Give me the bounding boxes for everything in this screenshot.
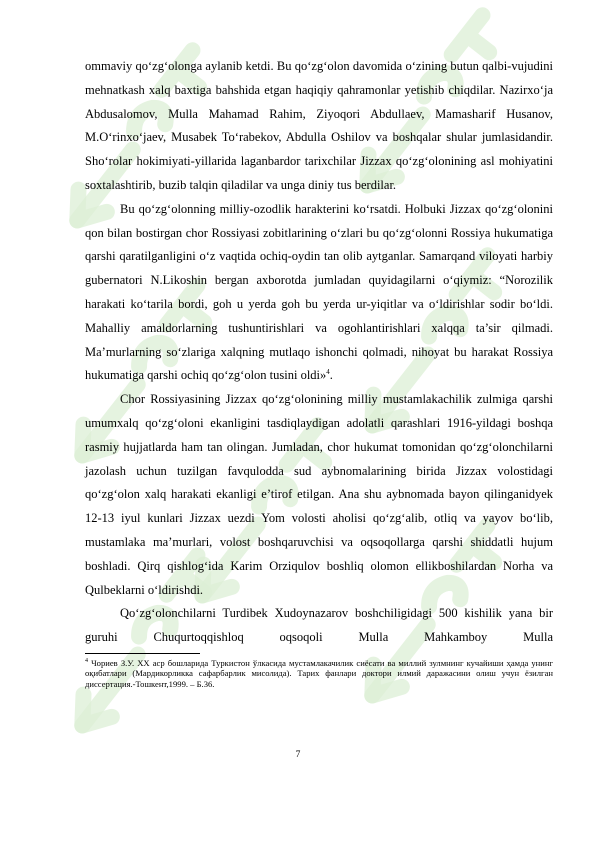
paragraph-2 — [85, 198, 553, 388]
footnote-ref[interactable]: 4 — [326, 368, 330, 377]
paragraph-2-tail: . — [329, 368, 333, 383]
footnote-divider — [85, 653, 200, 654]
footnote — [85, 658, 553, 690]
footnote-number: 4 — [85, 658, 88, 665]
paragraph-3: Chor Rossiyasining Jizzax qo‘zg‘olonining milliy mustamlakachilik zulmiga qarshi umumxalq qo‘zg‘oloni ekanligini tasdiqlaydigan adolatli qarashlari 1916-yildagi boshqa rasmiy hujjatlarda ham tan olingan. Jumladan, chor hukumat tomonidan qo‘zg‘olonchilarni jazolash uchun tuzilgan favqulodda sud aybnomalarining birida Jizzax volostidagi qo‘zg‘olon xalq harakati ekanligi e’tirof etilgan. Ana shu aybnomada bayon qilinganidyek 12-13 iyul kunlari Jizzax uezdi Yom volosti aholisi qo‘zg‘alib, otliq va yayov bo‘lib, mustamlaka ma’murlari, volost boshqaruvchisi va oqsoqollarga qarshi shiddatli hujum boshladi. Qirq qishlog‘ida Karim Orziqulov boshliq olomon ellikboshilardan Norha va Qulbeklarni o‘ldirishdi. — [85, 392, 553, 597]
paragraph-2-text: Bu qo‘zg‘olonning milliy-ozodlik harakterini ko‘rsatdi. Holbuki Jizzax qo‘zg‘olonini qon bilan bostirgan chor Rossiyasi zobitlarining o‘zlari bu qo‘zg‘olonni Rossiya hukumatiga qarshi qaratilganligini o‘z vaqtida ochiq-oydin tan olib aytganlar. Samarqand viloyati harbiy gubernatori N.Likoshin bergan axborotda jumladan quyidagilarni o‘qiymiz: “Norozilik harakati ko‘tarila bordi, goh u yerda goh bu yerda ur-yiqitlar va o‘ldirishlar sodir bo‘ldi. Mahalliy amaldorlarning tushuntirishlari va ogohlantirishlari xalqqa ta’sir qilmadi. Ma’murlarning so‘zlariga xalqning mutlaqo ishonchi qolmadi, nihoyat bu harakat Rossiya hukumatiga qarshi ochiq qo‘zg‘olon tusini oldi» — [85, 201, 553, 383]
document-body — [85, 55, 553, 689]
paragraph-4: Qo‘zg‘olonchilarni Turdibek Xudoynazarov boshchiligidagi 500 kishilik yana bir guruhi Chuqurtoqqishloq oqsoqoli Mulla Mahkamboy Mulla — [85, 606, 553, 645]
watermark-stroke — [68, 695, 112, 737]
footnote-text: Чориев З.У. XX аср бошларида Туркистон ўлкасида мустамлакачилик сиёсати ва миллий зулмнинг кучайиши ҳамда унинг оқибатлари (Мардикорликка сафарбарлик мисолида). Тарих фанлари доктори илмий даражасини олиш учун ёзилган диссертация.-Тошкент,1999. – Б.36. — [85, 657, 553, 689]
page-number: 7 — [295, 750, 301, 760]
paragraph-1: ommaviy qo‘zg‘olonga aylanib ketdi. Bu qo‘zg‘olon davomida o‘zining butun qalbi-vujudini mehnatkash xalq baxtiga bahshida etgan haqiqiy qahramonlar yetishib chiqdilar. Nazirxo‘ja Abdusalomov, Mulla Mahamad Rahim, Ziyoqori Abdullaev, Mamasharif Husanov, M.O‘rinxo‘jaev, Musabek To‘rabekov, Abdulla Oshilov va boshqalar shular jumlasidandir. Sho‘rolar hokimiyati-yillarida laganbardor tarixchilar Jizzax qo‘zg‘olonining asl mohiyatini soxtalashtirib, buzib talqin qiladilar va unga diniy tus berdilar. — [85, 59, 553, 192]
